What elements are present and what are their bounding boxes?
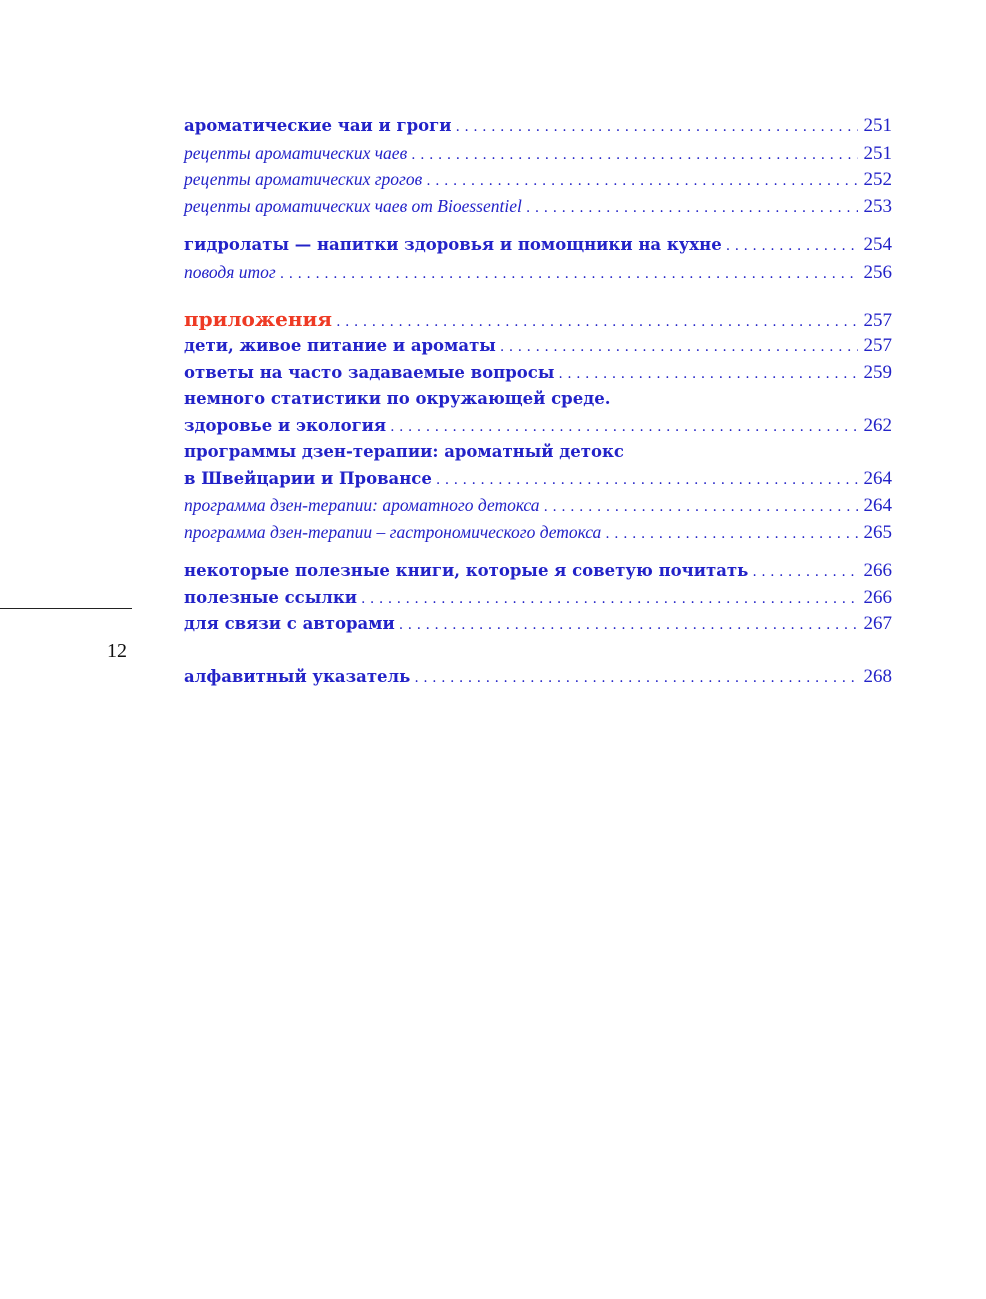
- section-title: приложения: [184, 307, 333, 331]
- dot-leader: [361, 586, 857, 613]
- toc-entry-line1[interactable]: [184, 386, 892, 413]
- toc-entry-title: программы дзен-терапии: ароматный детокс: [184, 442, 624, 461]
- toc-entry-page: 254: [863, 234, 892, 255]
- dot-leader: [280, 261, 858, 288]
- toc-entry[interactable]: [184, 611, 892, 638]
- toc-subentry-title: программа дзен-терапии – гастрономического детокса: [184, 521, 602, 542]
- toc-subentry[interactable]: [184, 492, 892, 519]
- toc-section-heading[interactable]: [184, 305, 892, 333]
- toc-subentry-page: 252: [863, 169, 892, 190]
- toc-entry-title: для связи с авторами: [184, 614, 395, 633]
- toc-entry-title: алфавитный указатель: [184, 666, 411, 686]
- toc-entry-page: 267: [863, 613, 892, 634]
- dot-leader: [414, 665, 857, 692]
- toc-subentry-page: 264: [863, 495, 892, 516]
- toc-entry-line2[interactable]: [184, 413, 892, 440]
- toc-subentry-title: рецепты ароматических чаев: [184, 142, 408, 163]
- toc-entry[interactable]: [184, 585, 892, 612]
- section-page: 257: [863, 310, 892, 331]
- spacer: [184, 285, 892, 305]
- dot-leader: [411, 142, 857, 169]
- toc-entry-line2[interactable]: [184, 466, 892, 493]
- toc-entry-page: 264: [863, 467, 892, 489]
- dot-leader: [455, 114, 857, 141]
- toc-entry-title: немного статистики по окружающей среде.: [184, 389, 611, 408]
- dot-leader: [390, 414, 857, 441]
- dot-leader: [426, 168, 857, 195]
- toc-entry-page: 251: [863, 115, 892, 136]
- dot-leader: [500, 334, 858, 361]
- dot-leader: [605, 521, 857, 548]
- toc-subentry-page: 251: [863, 142, 892, 164]
- dot-leader: [526, 195, 858, 222]
- toc-subentry-title: рецепты ароматических грогов: [184, 169, 423, 189]
- toc-entry-title: полезные ссылки: [184, 587, 358, 607]
- toc-subentry-title: рецепты ароматических чаев от Bioessentiel: [184, 195, 522, 216]
- table-of-contents: [184, 113, 892, 690]
- dot-leader: [436, 467, 858, 494]
- toc-subentry[interactable]: [184, 519, 892, 546]
- toc-entry[interactable]: [184, 360, 892, 387]
- toc-entry-page: 257: [863, 335, 892, 356]
- toc-subentry-title: поводя итог: [184, 261, 276, 282]
- toc-entry[interactable]: [184, 232, 892, 259]
- toc-entry-title: гидролаты — напитки здоровья и помощники на кухне: [184, 235, 722, 254]
- toc-entry-page: 262: [863, 414, 892, 436]
- toc-entry[interactable]: [184, 333, 892, 360]
- toc-entry-page: 266: [863, 586, 892, 608]
- toc-subentry-title: программа дзен-терапии: ароматного детокса: [184, 495, 540, 515]
- dot-leader: [752, 559, 857, 586]
- dot-leader: [726, 233, 858, 260]
- toc-subentry-page: 265: [863, 521, 892, 543]
- toc-subentry-page: 256: [863, 261, 892, 283]
- toc-entry[interactable]: [184, 664, 892, 691]
- toc-entry-page: 266: [863, 560, 892, 581]
- toc-entry-title: дети, живое питание и ароматы: [184, 336, 496, 355]
- dot-leader: [336, 308, 857, 336]
- toc-subentry-page: 253: [863, 195, 892, 217]
- toc-entry-page: 268: [863, 665, 892, 687]
- toc-entry[interactable]: [184, 558, 892, 585]
- toc-entry-title: ароматические чаи и гроги: [184, 116, 452, 135]
- toc-entry-title: некоторые полезные книги, которые я советую почитать: [184, 561, 749, 580]
- toc-entry-title: в Швейцарии и Провансе: [184, 468, 432, 488]
- toc-entry-page: 259: [863, 361, 892, 383]
- toc-subentry[interactable]: [184, 166, 892, 193]
- toc-entry-title: ответы на часто задаваемые вопросы: [184, 362, 555, 382]
- toc-subentry[interactable]: [184, 193, 892, 220]
- dot-leader: [399, 612, 858, 639]
- margin-rule: [0, 608, 132, 609]
- toc-entry[interactable]: [184, 113, 892, 140]
- dot-leader: [558, 361, 857, 388]
- toc-subentry[interactable]: [184, 259, 892, 286]
- spacer: [184, 638, 892, 664]
- page-number: 12: [107, 640, 127, 662]
- toc-entry-line1[interactable]: [184, 439, 892, 466]
- toc-subentry[interactable]: [184, 140, 892, 167]
- dot-leader: [543, 494, 857, 521]
- toc-entry-title: здоровье и экология: [184, 415, 387, 435]
